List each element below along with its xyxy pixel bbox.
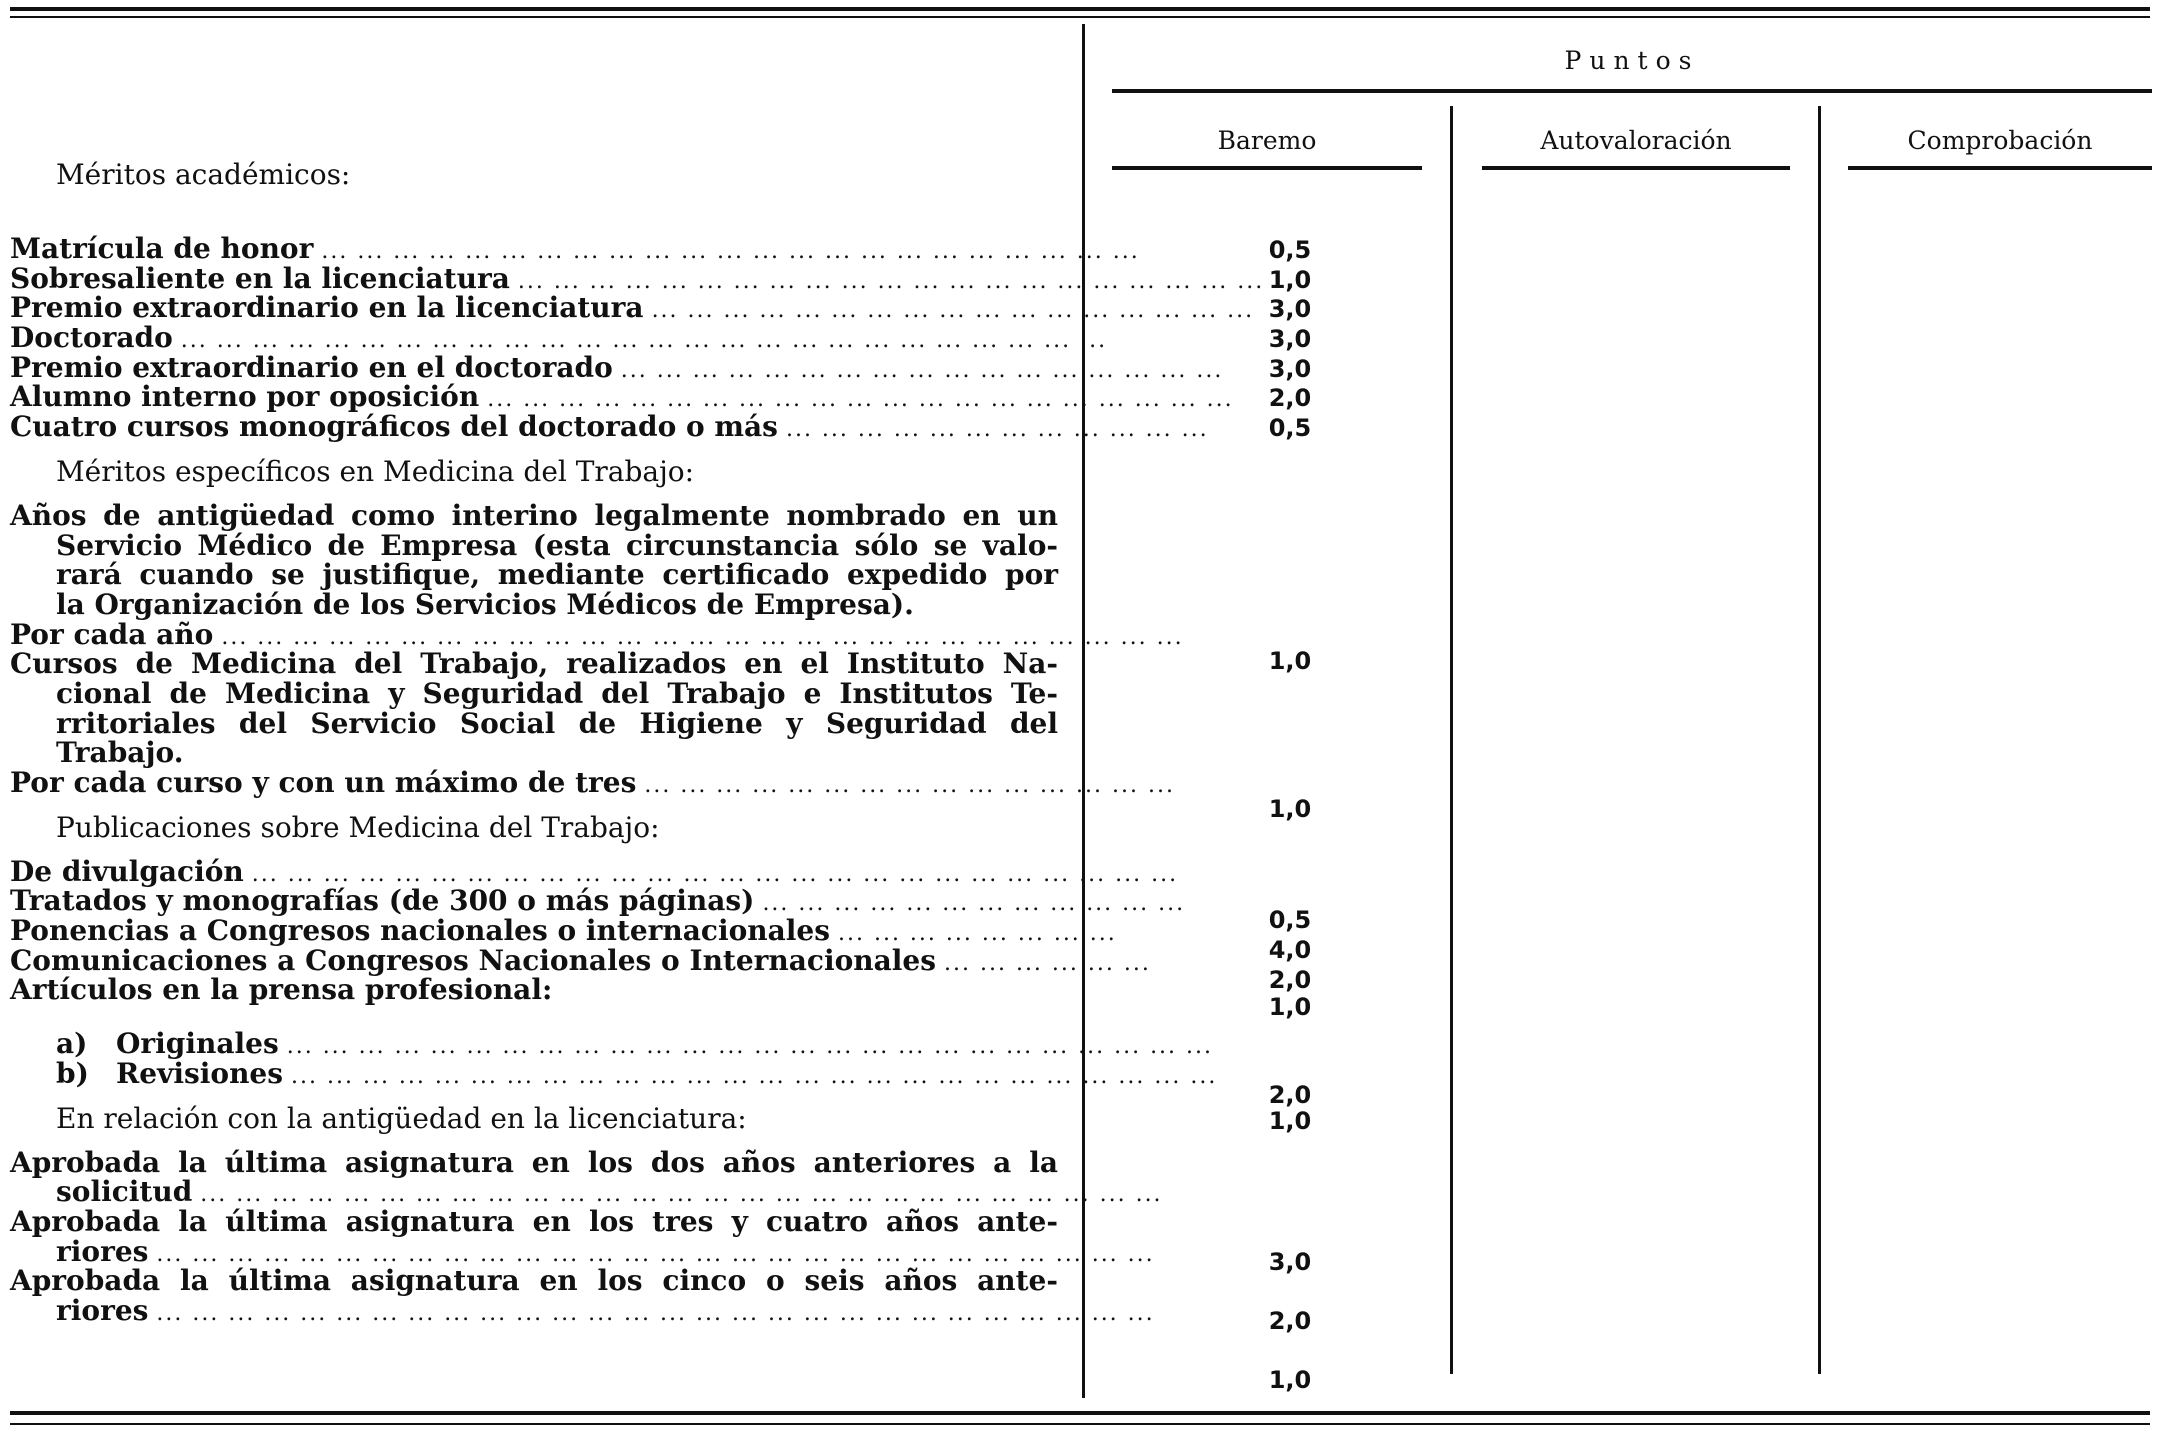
value-alumno: 2,0: [1268, 384, 1312, 412]
list-item: b) Revisiones ... ... ... ... ... ... ... ... ... ... ... ... ... ... ... ... ... ... ... ... ... ... ... ... ... ...: [56, 1056, 1218, 1090]
list-item: Aprobada la última asignatura en los dos años anteriores a la: [10, 1145, 1058, 1179]
value-aprob1: 3,0: [1268, 1248, 1312, 1276]
autovaloracion-underline: [1482, 166, 1790, 170]
list-item: riores ... ... ... ... ... ... ... ... ... ... ... ... ... ... ... ... ... ... ... ... ... ... ... ... ... ... ... ...: [56, 1293, 1155, 1327]
value-premio-lic: 3,0: [1268, 295, 1312, 323]
value-premio-doc: 3,0: [1268, 355, 1312, 383]
list-item: Por cada año ... ... ... ... ... ... ... ... ... ... ... ... ... ... ... ... ... ... ... ... ... ... ... ... ... ... ...: [10, 617, 1184, 651]
list-item: Servicio Médico de Empresa (esta circunstancia sólo se valo-: [56, 528, 1058, 562]
list-item: Cursos de Medicina del Trabajo, realizados en el Instituto Na-: [10, 647, 1058, 681]
list-item: Ponencias a Congresos nacionales o internacionales ... ... ... ... ... ... ... ...: [10, 914, 1117, 948]
list-item: De divulgación ... ... ... ... ... ... ... ... ... ... ... ... ... ... ... ... ... ... ... ... ... ... ... ... ... ...: [10, 854, 1179, 888]
list-item: Años de antigüedad como interino legalmente nombrado en un: [10, 498, 1058, 532]
bottom-rule-thin: [10, 1423, 2150, 1425]
autovaloracion-header: Autovaloración: [1540, 126, 1732, 155]
section-heading: En relación con la antigüedad en la licenciatura:: [56, 1101, 747, 1135]
list-item-label: Revisiones: [116, 1056, 284, 1090]
list-item: Cuatro cursos monográficos del doctorado o más ... ... ... ... ... ... ... ... ... ... ... ...: [10, 410, 1209, 444]
list-item: la Organización de los Servicios Médicos de Empresa).: [56, 587, 914, 621]
list-item: Artículos en la prensa profesional:: [10, 973, 553, 1007]
value-por-ano: 1,0: [1268, 647, 1312, 675]
criteria-rows: [10, 232, 1265, 1327]
top-rule-thick: [10, 7, 2150, 11]
spacer: [10, 1005, 1058, 1029]
value-originales: 2,0: [1268, 1081, 1312, 1109]
value-doctorado: 3,0: [1268, 325, 1312, 353]
value-aprob3: 1,0: [1268, 1366, 1312, 1394]
baremo-underline: [1112, 166, 1422, 170]
value-divulgacion: 0,5: [1268, 906, 1312, 934]
list-marker: a): [56, 1027, 88, 1061]
section-heading: Méritos específicos en Medicina del Trabajo:: [56, 454, 695, 488]
list-item: Matrícula de honor ... ... ... ... ... ... ... ... ... ... ... ... ... ... ... ... ... ... ... ... ... ... ...: [10, 232, 1140, 265]
list-item: rará cuando se justifique, mediante certificado expedido por: [56, 558, 1058, 592]
comprobacion-header: Comprobación: [1907, 126, 2093, 155]
list-item: Alumno interno por oposición ... ... ... ... ... ... ... ... ... ... ... ... ... ... ... ... ... ... ... ... ...: [10, 380, 1234, 414]
list-item: riores ... ... ... ... ... ... ... ... ... ... ... ... ... ... ... ... ... ... ... ... ... ... ... ... ... ... ... ...: [56, 1234, 1155, 1268]
list-item-label: Originales: [116, 1027, 279, 1061]
list-item: Comunicaciones a Congresos Nacionales o Internacionales ... ... ... ... ... ...: [10, 943, 1151, 977]
list-item: Sobresaliente en la licenciatura ... ... ... ... ... ... ... ... ... ... ... ... ... ... ... ... ... ... ... ... ...: [10, 261, 1265, 295]
list-item: Premio extraordinario en la licenciatura ... ... ... ... ... ... ... ... ... ... ... ... ... ... ... ... ...: [10, 291, 1255, 325]
puntos-underline: [1112, 89, 2152, 93]
puntos-header: Puntos: [1564, 46, 1700, 75]
list-item: Doctorado ... ... ... ... ... ... ... ... ... ... ... ... ... ... ... ... ... ... ... ... ... ... ... ... ... ...: [10, 321, 1108, 355]
bottom-rule-thick: [10, 1411, 2150, 1415]
list-marker: b): [56, 1056, 89, 1090]
value-comunicaciones: 1,0: [1268, 993, 1312, 1021]
list-item: rritoriales del Servicio Social de Higiene y Seguridad del: [56, 706, 1058, 740]
baremo-autovaloracion-divider: [1450, 106, 1453, 1374]
value-sobresaliente: 1,0: [1268, 266, 1312, 294]
autovaloracion-comprobacion-divider: [1818, 106, 1821, 1374]
value-por-curso: 1,0: [1268, 795, 1312, 823]
section-heading: Méritos académicos:: [56, 158, 351, 191]
section-heading: Publicaciones sobre Medicina del Trabajo:: [56, 810, 660, 844]
comprobacion-underline: [1848, 166, 2152, 170]
value-ponencias: 2,0: [1268, 966, 1312, 994]
value-matricula: 0,5: [1268, 236, 1312, 264]
list-item: Premio extraordinario en el doctorado ... ... ... ... ... ... ... ... ... ... ... ... ... ... ... ... ...: [10, 350, 1224, 384]
value-revisiones: 1,0: [1268, 1107, 1312, 1135]
list-item: Aprobada la última asignatura en los cinco o seis años ante-: [10, 1264, 1058, 1298]
top-rule-thin: [10, 16, 2150, 18]
list-item: Trabajo.: [56, 736, 184, 770]
list-item: a) Originales ... ... ... ... ... ... ... ... ... ... ... ... ... ... ... ... ... ... ... ... ... ... ... ... ... ...: [56, 1027, 1214, 1061]
value-tratados: 4,0: [1268, 936, 1312, 964]
list-item: cional de Medicina y Seguridad del Trabajo e Institutos Te-: [56, 676, 1058, 710]
list-item: Por cada curso y con un máximo de tres ... ... ... ... ... ... ... ... ... ... ... ... ... ... ...: [10, 766, 1175, 799]
list-item: Tratados y monografías (de 300 o más páginas) ... ... ... ... ... ... ... ... ... ... ... ...: [10, 884, 1186, 918]
value-aprob2: 2,0: [1268, 1307, 1312, 1335]
value-cursos-mono: 0,5: [1268, 414, 1312, 442]
list-item: Aprobada la última asignatura en los tres y cuatro años ante-: [10, 1204, 1058, 1238]
baremo-header: Baremo: [1217, 126, 1317, 155]
list-item: solicitud ... ... ... ... ... ... ... ... ... ... ... ... ... ... ... ... ... ... ... ... ... ... ... ... ... ... ...: [56, 1175, 1163, 1209]
